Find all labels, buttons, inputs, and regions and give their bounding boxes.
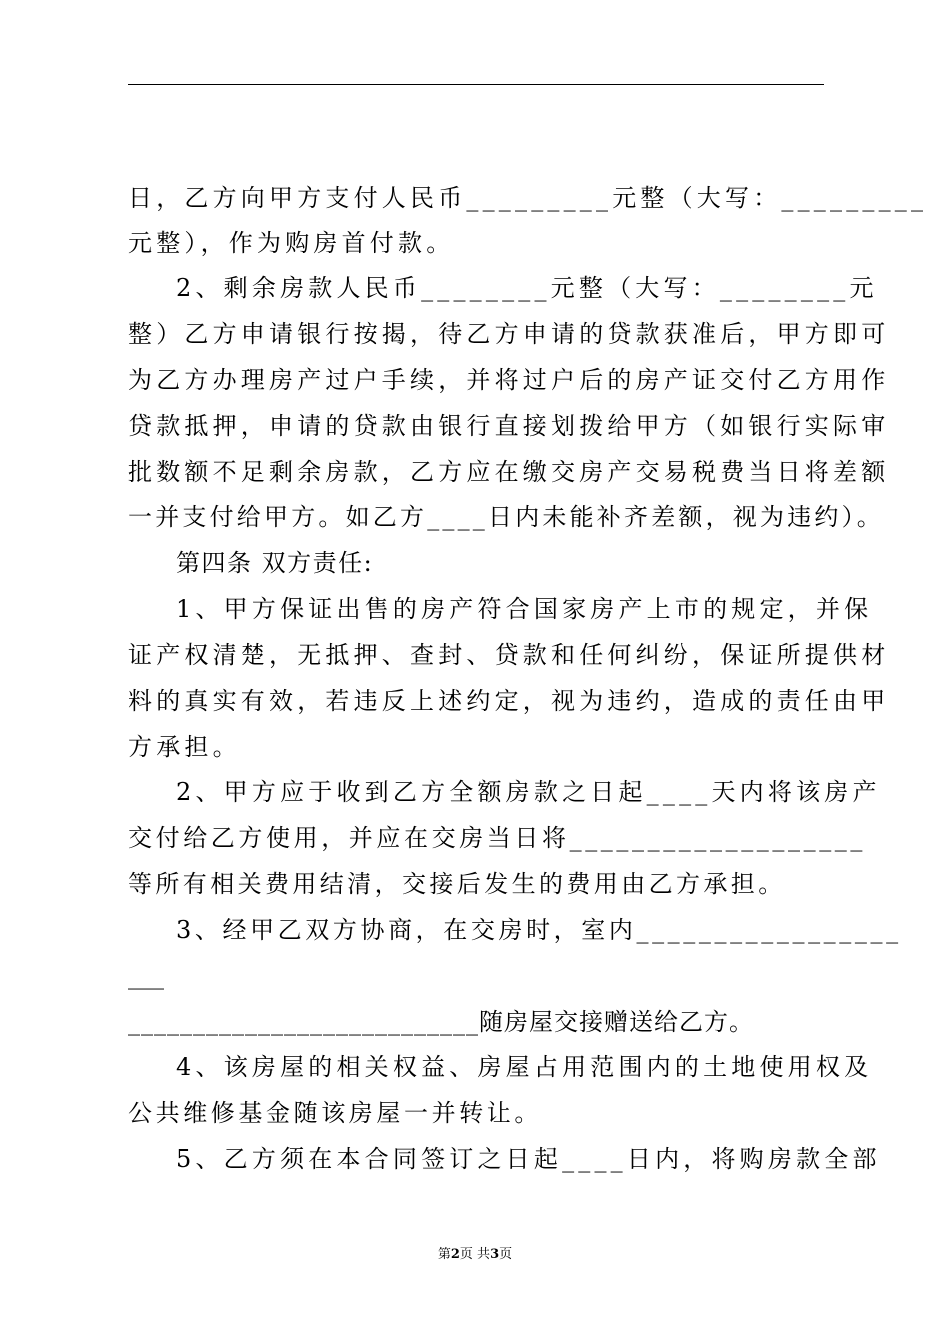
body-line: 2、甲方应于收到乙方全额房款之日起____天内将该房产	[176, 778, 881, 806]
body-line: ___________________________随房屋交接赠送给乙方。	[128, 1008, 754, 1036]
body-line: 2、剩余房款人民币________元整（大写：________元	[176, 274, 878, 302]
body-line: 3、经甲乙双方协商，在交房时，室内_________________	[176, 916, 902, 944]
page-suffix: 页	[499, 1247, 513, 1262]
body-line: 交付给乙方使用，并应在交房当日将___________________	[128, 824, 866, 852]
body-line: 一并支付给甲方。如乙方____日内未能补齐差额，视为违约）。	[128, 503, 884, 531]
body-line: 日，乙方向甲方支付人民币_________元整（大写：_________	[128, 184, 928, 212]
page-mid: 页 共	[459, 1247, 491, 1262]
body-line: 公共维修基金随该房屋一并转让。	[128, 1099, 542, 1127]
body-line: 5、乙方须在本合同签订之日起____日内，将购房款全部	[176, 1145, 881, 1173]
body-line: 等所有相关费用结清，交接后发生的费用由乙方承担。	[128, 870, 786, 898]
body-line: 批数额不足剩余房款，乙方应在缴交房产交易税费当日将差额	[128, 458, 890, 486]
total-page-number: 3	[490, 1247, 500, 1262]
body-line: 方承担。	[128, 733, 241, 761]
body-line: 1、甲方保证出售的房产符合国家房产上市的规定，并保	[176, 595, 873, 623]
body-line: 元整），作为购房首付款。	[128, 229, 455, 257]
page-footer	[0, 1247, 950, 1263]
body-line: 4、该房屋的相关权益、房屋占用范围内的土地使用权及	[176, 1053, 873, 1081]
body-line: 料的真实有效，若违反上述约定，视为违约，造成的责任由甲	[128, 687, 890, 715]
header-rule	[128, 84, 824, 85]
body-line: 贷款抵押，申请的贷款由银行直接划拨给甲方（如银行实际审	[128, 412, 890, 440]
section-heading: 第四条 双方责任:	[176, 549, 374, 577]
body-line: 证产权清楚，无抵押、查封、贷款和任何纠纷，保证所提供材	[128, 641, 890, 669]
page-prefix: 第	[437, 1247, 451, 1262]
current-page-number: 2	[450, 1247, 460, 1262]
body-line: 整）乙方申请银行按揭，待乙方申请的贷款获准后，甲方即可	[128, 320, 890, 348]
body-line: ___	[128, 962, 164, 990]
body-line: 为乙方办理房产过户手续，并将过户后的房产证交付乙方用作	[128, 366, 890, 394]
